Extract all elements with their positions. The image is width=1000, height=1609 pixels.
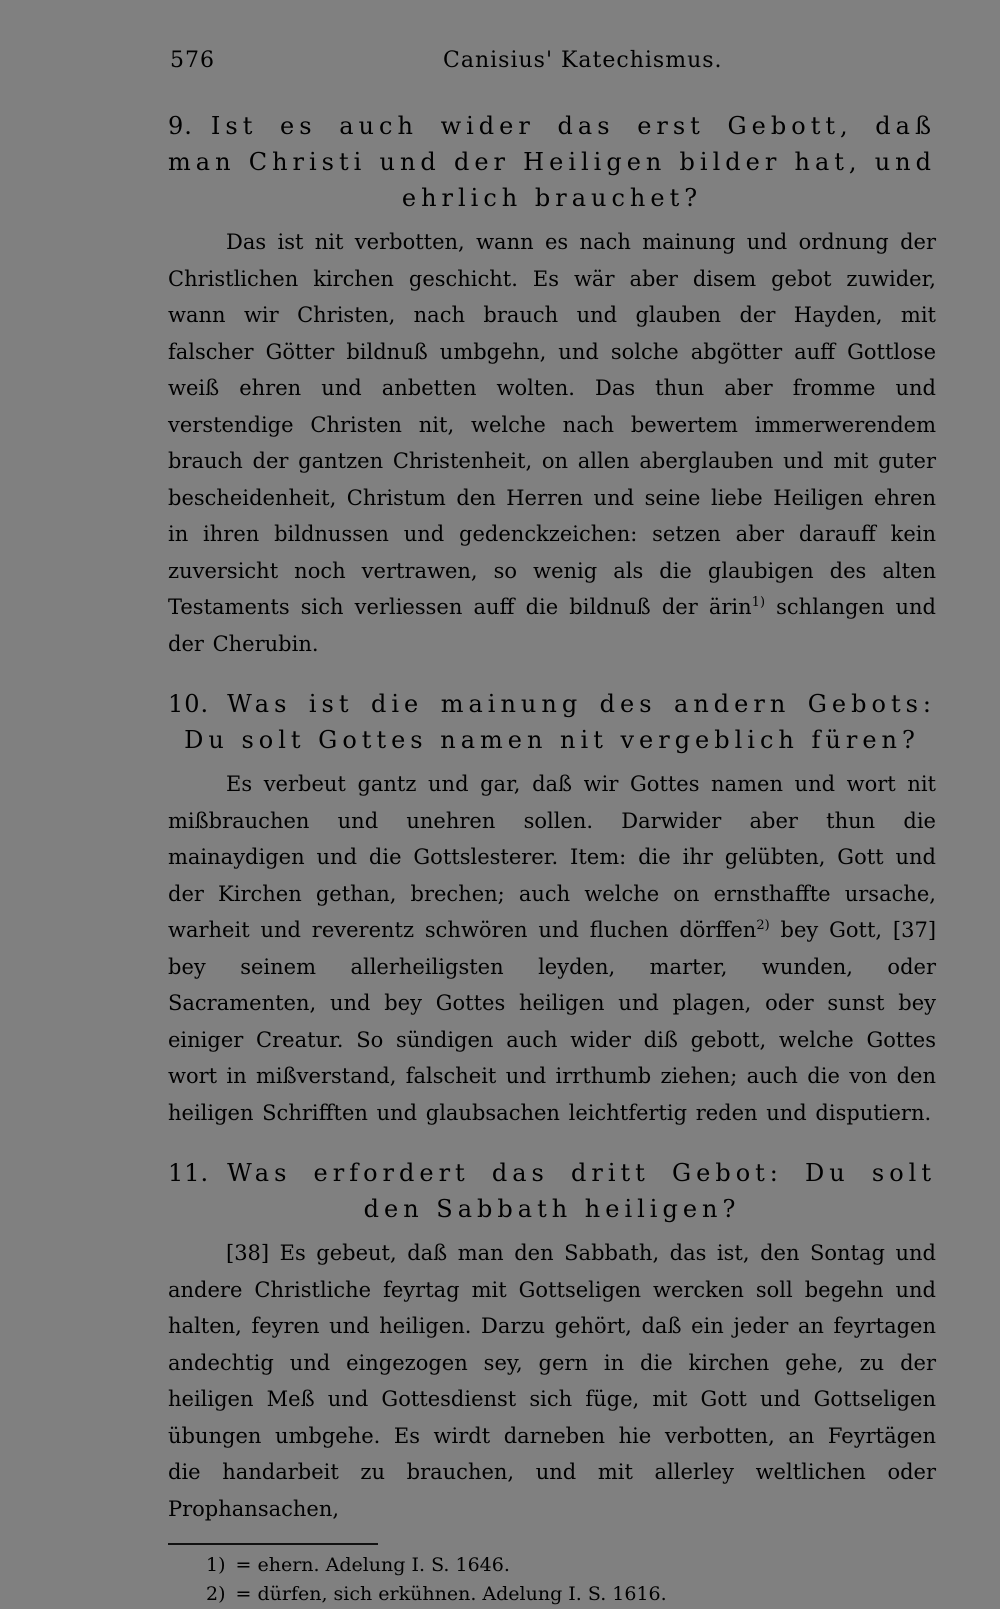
answer-text: Das ist nit verbotten, wann es nach mainung und ordnung der Christlichen kirchen geschicht. Es wär aber disem gebot zuwider, wann wir Christen, nach brauch und glauben der Hayden, mit falscher Götter bildnuß umbgehn, und solche abgötter auff Gottlose weiß ehren und anbetten wolten. Das thun aber fromme und verstendige Christen nit, welche nach bewertem immerwerendem brauch der gantzen Christenheit, on allen aberglauben und mit guter bescheidenheit, Christum den Herren und seine liebe Heiligen ehren in ihren bildnussen und gedenckzeichen: setzen aber darauff kein zuversicht noch vertrawen, so wenig als die glaubigen des alten Testaments sich verliessen auff die bildnuß der ärin [168, 230, 936, 619]
footnote-reference: 2) [756, 918, 770, 933]
answer-text-continued: bey Gott, [37] bey seinem allerheiligsten leyden, marter, wunden, oder Sacramenten, und bey Gottes heiligen und plagen, oder sunst bey einiger Creatur. So sündigen auch wider diß gebott, welche Gottes wort in mißverstand, falscheit und irrthumb ziehen; auch die von den heiligen Schrifften und glaubsachen leichtfertig reden und disputiern. [168, 918, 937, 1125]
question-number: 10. [168, 690, 210, 718]
answer-text: [38] Es gebeut, daß man den Sabbath, das ist, den Sontag und andere Christliche feyrtag mit Gottseligen wercken soll begehn und halten, feyren und heiligen. Darzu gehört, daß ein jeder an feyrtagen andechtig und eingezogen sey, gern in die kirchen gehe, zu der heiligen Meß und Gottesdienst sich füge, mit Gott und Gottseligen übungen umbgehe. Es wirdt darneben hie verbotten, an Feyrtägen die handarbeit zu brauchen, und mit allerley weltlichen oder Prophansachen, [168, 1241, 936, 1521]
answer-paragraph [168, 224, 936, 662]
footnote-mark: 1) [206, 1554, 226, 1576]
answer-text-continued: schlangen und der Cherubin. [168, 595, 936, 656]
catechism-section-9 [168, 108, 936, 662]
page-header [168, 40, 936, 84]
footnote-mark: 2) [206, 1583, 226, 1605]
answer-paragraph [168, 1235, 936, 1527]
catechism-section-10 [168, 686, 936, 1131]
page-number: 576 [170, 48, 215, 73]
footnote-reference: 1) [751, 595, 766, 610]
question-text: Was erfordert das dritt Gebot: Du solt den Sabbath heiligen? [227, 1159, 936, 1223]
catechism-section-11 [168, 1155, 936, 1527]
question-text: Ist es auch wider das erst Gebott, daß man Christi und der Heiligen bilder hat, und ehrlich brauchet? [168, 112, 936, 212]
question-number: 9. [168, 112, 193, 140]
footnote [206, 1580, 936, 1609]
question-number: 11. [168, 1159, 210, 1187]
question-heading [168, 1155, 936, 1227]
running-title: Canisius' Katechismus. [443, 48, 723, 73]
book-page [168, 40, 936, 1609]
footnote-text: = ehern. Adelung I. S. 1646. [235, 1554, 510, 1576]
question-heading [168, 686, 936, 758]
footnote-text: = dürfen, sich erkühnen. Adelung I. S. 1616. [235, 1583, 667, 1605]
answer-paragraph [168, 766, 936, 1131]
footnote-divider [168, 1543, 378, 1545]
question-heading [168, 108, 936, 216]
footnotes [206, 1551, 936, 1609]
answer-text: Es verbeut gantz und gar, daß wir Gottes namen und wort nit mißbrauchen und unehren sollen. Darwider aber thun die mainaydigen und die Gottslesterer. Item: die ihr gelübten, Gott und der Kirchen gethan, brechen; auch welche on ernsthaffte ursache, warheit und reverentz schwören und fluchen dörffen [168, 772, 936, 942]
footnote [206, 1551, 936, 1580]
question-text: Was ist die mainung des andern Gebots: Du solt Gottes namen nit vergeblich füren? [184, 690, 936, 754]
